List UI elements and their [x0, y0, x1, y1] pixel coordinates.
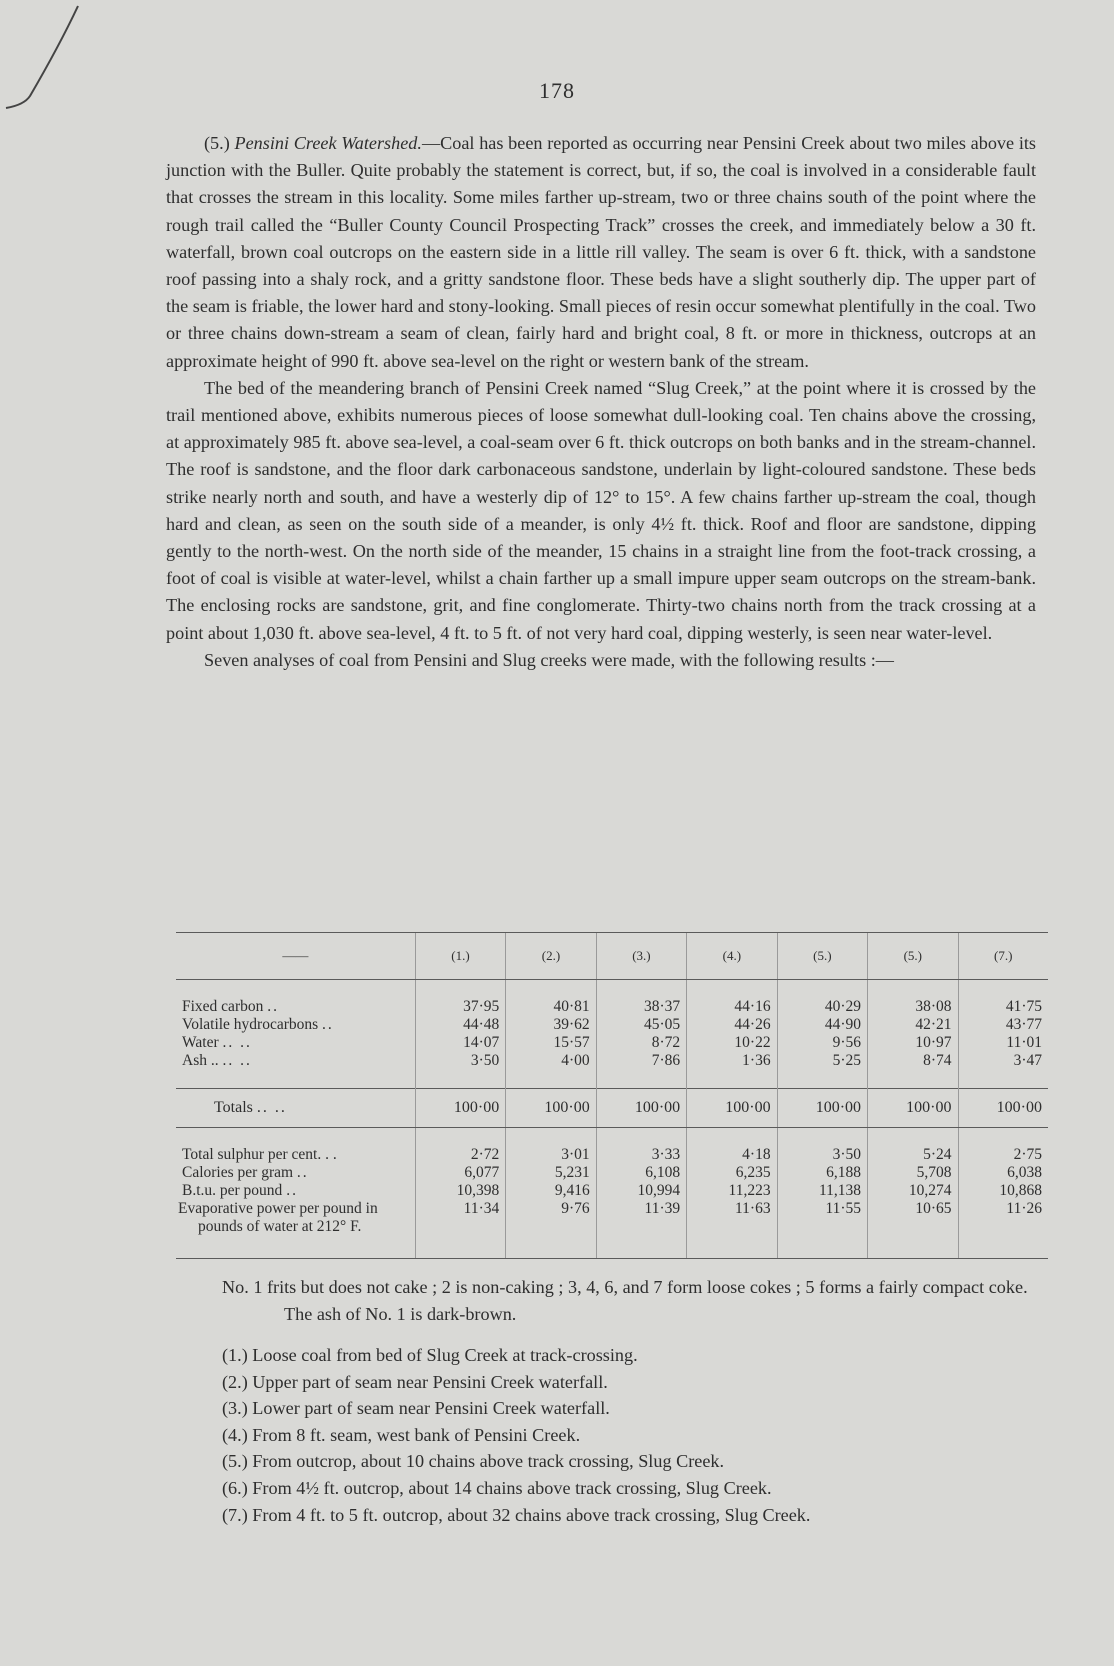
cell: 44·16	[687, 998, 777, 1016]
table-spacer	[176, 1070, 1048, 1089]
table-row	[176, 998, 1048, 1016]
cell: 5·24	[868, 1146, 958, 1164]
cell: 10,994	[596, 1182, 686, 1200]
cell: 44·90	[777, 1016, 867, 1034]
row-label: Water .. ..	[182, 1034, 252, 1051]
column-header: (5.)	[777, 933, 867, 980]
cell: 10·22	[687, 1034, 777, 1052]
table-row	[176, 1200, 1048, 1236]
paragraph-1	[166, 130, 1036, 375]
coal-analyses-table	[176, 932, 1048, 1259]
cell: 11,223	[687, 1182, 777, 1200]
table-spacer	[176, 1128, 1048, 1147]
cell: 3·01	[506, 1146, 596, 1164]
paragraph-2: The bed of the meandering branch of Pensini Creek named “Slug Creek,” at the point where it is crossed by the trail mentioned above, exhibits numerous pieces of loose somewhat dull-looking coal. Ten chains above the crossing, at approximately 985 ft. above sea-level, a coal-seam over 6 ft. thick outcrops on both banks and in the stream-channel. The roof is sandstone, and the floor dark carbonaceous sandstone, underlain by light-coloured sandstone. These beds strike nearly north and south, and have a westerly dip of 12° to 15°. A few chains farther up-stream the coal, though hard and clean, as seen on the south side of a meander, is only 4½ ft. thick. Roof and floor are sandstone, dipping gently to the north-west. On the north side of the meander, 15 chains in a straight line from the foot-track crossing, a foot of coal is visible at water-level, whilst a chain farther up a small impure upper seam outcrops on the stream-bank. The enclosing rocks are sandstone, grit, and fine conglomerate. Thirty-two chains north from the track crossing at a point about 1,030 ft. above sea-level, 4 ft. to 5 ft. of not very hard coal, dipping westerly, is seen near water-level.	[166, 377, 1036, 643]
cell: 5·25	[777, 1052, 867, 1070]
column-header: (5.)	[868, 933, 958, 980]
row-label: Ash .. .. ..	[182, 1052, 252, 1069]
section-number: (5.)	[204, 133, 230, 153]
cell: 100·00	[958, 1089, 1048, 1128]
column-header: (4.)	[687, 933, 777, 980]
table-row	[176, 1052, 1048, 1070]
cell: 5,231	[506, 1164, 596, 1182]
cell: 39·62	[506, 1016, 596, 1034]
row-label: Calories per gram ..	[182, 1164, 309, 1181]
column-header: (7.)	[958, 933, 1048, 980]
table-header-row	[176, 933, 1048, 980]
cell: 7·86	[596, 1052, 686, 1070]
list-item: (5.) From outcrop, about 10 chains above track crossing, Slug Creek.	[222, 1451, 725, 1472]
cell: 3·50	[415, 1052, 505, 1070]
list-item: (7.) From 4 ft. to 5 ft. outcrop, about 32 chains above track crossing, Slug Creek.	[222, 1504, 811, 1525]
row-label: Totals .. ..	[176, 1089, 415, 1128]
cell: 10·65	[868, 1200, 958, 1236]
cell: 42·21	[868, 1016, 958, 1034]
cell: 45·05	[596, 1016, 686, 1034]
cell: 44·26	[687, 1016, 777, 1034]
table-row	[176, 1164, 1048, 1182]
paragraph-3: Seven analyses of coal from Pensini and Slug creeks were made, with the following results :—	[204, 649, 894, 670]
cell: 100·00	[687, 1089, 777, 1128]
cell: 9·56	[777, 1034, 867, 1052]
cell: 11·55	[777, 1200, 867, 1236]
cell: 6,235	[687, 1164, 777, 1182]
cell: 100·00	[415, 1089, 505, 1128]
table-corner: ——	[176, 933, 415, 980]
cell: 6,188	[777, 1164, 867, 1182]
cell: 10·97	[868, 1034, 958, 1052]
row-label: Total sulphur per cent. . .	[182, 1146, 337, 1163]
list-item: (1.) Loose coal from bed of Slug Creek at track-crossing.	[222, 1345, 638, 1365]
cell: 6,077	[415, 1164, 505, 1182]
page-number: 178	[539, 78, 575, 103]
cell: 41·75	[958, 998, 1048, 1016]
totals-row	[176, 1089, 1048, 1128]
cell: 11·63	[687, 1200, 777, 1236]
cell: 15·57	[506, 1034, 596, 1052]
cell: 11·39	[596, 1200, 686, 1236]
table-spacer	[176, 980, 1048, 999]
cell: 100·00	[868, 1089, 958, 1128]
cell: 2·75	[958, 1146, 1048, 1164]
cell: 10,398	[415, 1182, 505, 1200]
row-label: Evaporative power per pound in pounds of water at 212° F.	[178, 1200, 378, 1235]
cell: 37·95	[415, 998, 505, 1016]
sample-list	[222, 1342, 1052, 1528]
table-row	[176, 1034, 1048, 1052]
cell: 11·01	[958, 1034, 1048, 1052]
column-header: (3.)	[596, 933, 686, 980]
coking-remark: No. 1 frits but does not cake ; 2 is non-caking ; 3, 4, 6, and 7 form loose cokes ; 5 forms a fairly compact coke. The ash of No. 1 is dark-brown.	[222, 1277, 1028, 1324]
cell: 9,416	[506, 1182, 596, 1200]
table-row	[176, 1182, 1048, 1200]
cell: 100·00	[596, 1089, 686, 1128]
table-row	[176, 1146, 1048, 1164]
cell: 3·50	[777, 1146, 867, 1164]
cell: 6,038	[958, 1164, 1048, 1182]
cell: 14·07	[415, 1034, 505, 1052]
cell: 3·47	[958, 1052, 1048, 1070]
cell: 1·36	[687, 1052, 777, 1070]
cell: 11,138	[777, 1182, 867, 1200]
table-row	[176, 1016, 1048, 1034]
cell: 100·00	[777, 1089, 867, 1128]
cell: 2·72	[415, 1146, 505, 1164]
body-text	[166, 130, 1036, 674]
list-item: (6.) From 4½ ft. outcrop, about 14 chains above track crossing, Slug Creek.	[222, 1477, 772, 1498]
list-item: (2.) Upper part of seam near Pensini Creek waterfall.	[222, 1371, 608, 1392]
cell: 8·72	[596, 1034, 686, 1052]
cell: 38·08	[868, 998, 958, 1016]
cell: 11·26	[958, 1200, 1048, 1236]
cell: 10,868	[958, 1182, 1048, 1200]
cell: 44·48	[415, 1016, 505, 1034]
section-title: Pensini Creek Watershed.	[234, 133, 422, 153]
column-header: (2.)	[506, 933, 596, 980]
cell: 4·18	[687, 1146, 777, 1164]
table-spacer	[176, 1236, 1048, 1259]
cell: 5,708	[868, 1164, 958, 1182]
cell: 43·77	[958, 1016, 1048, 1034]
cell: 8·74	[868, 1052, 958, 1070]
cell: 10,274	[868, 1182, 958, 1200]
list-item: (4.) From 8 ft. seam, west bank of Pensini Creek.	[222, 1424, 581, 1445]
column-header: (1.)	[415, 933, 505, 980]
cell: 6,108	[596, 1164, 686, 1182]
cell: 11·34	[415, 1200, 505, 1236]
row-label: B.t.u. per pound ..	[182, 1182, 298, 1199]
row-label: Fixed carbon ..	[182, 998, 279, 1015]
coal-analyses-table-wrap	[176, 932, 1048, 1259]
cell: 4·00	[506, 1052, 596, 1070]
cell: 40·81	[506, 998, 596, 1016]
cell: 38·37	[596, 998, 686, 1016]
cell: 40·29	[777, 998, 867, 1016]
cell: 9·76	[506, 1200, 596, 1236]
list-item: (3.) Lower part of seam near Pensini Creek waterfall.	[222, 1398, 610, 1419]
cell: 3·33	[596, 1146, 686, 1164]
cell: 100·00	[506, 1089, 596, 1128]
analysis-notes	[222, 1274, 1052, 1528]
row-label: Volatile hydrocarbons ..	[182, 1016, 334, 1033]
paragraph-1-text: —Coal has been reported as occurring near Pensini Creek about two miles above its junction with the Buller. Quite probably the statement is correct, but, if so, the coal is involved in a considerable fault that crosses the stream in this locality. Some miles farther up-stream, two or three chains south of the point where the rough trail called the “Buller County Council Prospecting Track” crosses the creek, and immediately below a 30 ft. waterfall, brown coal outcrops on the eastern side in a little rill valley. The seam is over 6 ft. thick, with a sandstone roof passing into a shaly rock, and a gritty sandstone floor. These beds have a slight southerly dip. The upper part of the seam is friable, the lower hard and stony-looking. Small pieces of resin occur somewhat plentifully in the coal. Two or three chains down-stream a seam of clean, fairly hard and bright coal, 8 ft. or more in thickness, outcrops at an approximate height of 990 ft. above sea-level on the right or western bank of the stream.	[166, 133, 1036, 371]
